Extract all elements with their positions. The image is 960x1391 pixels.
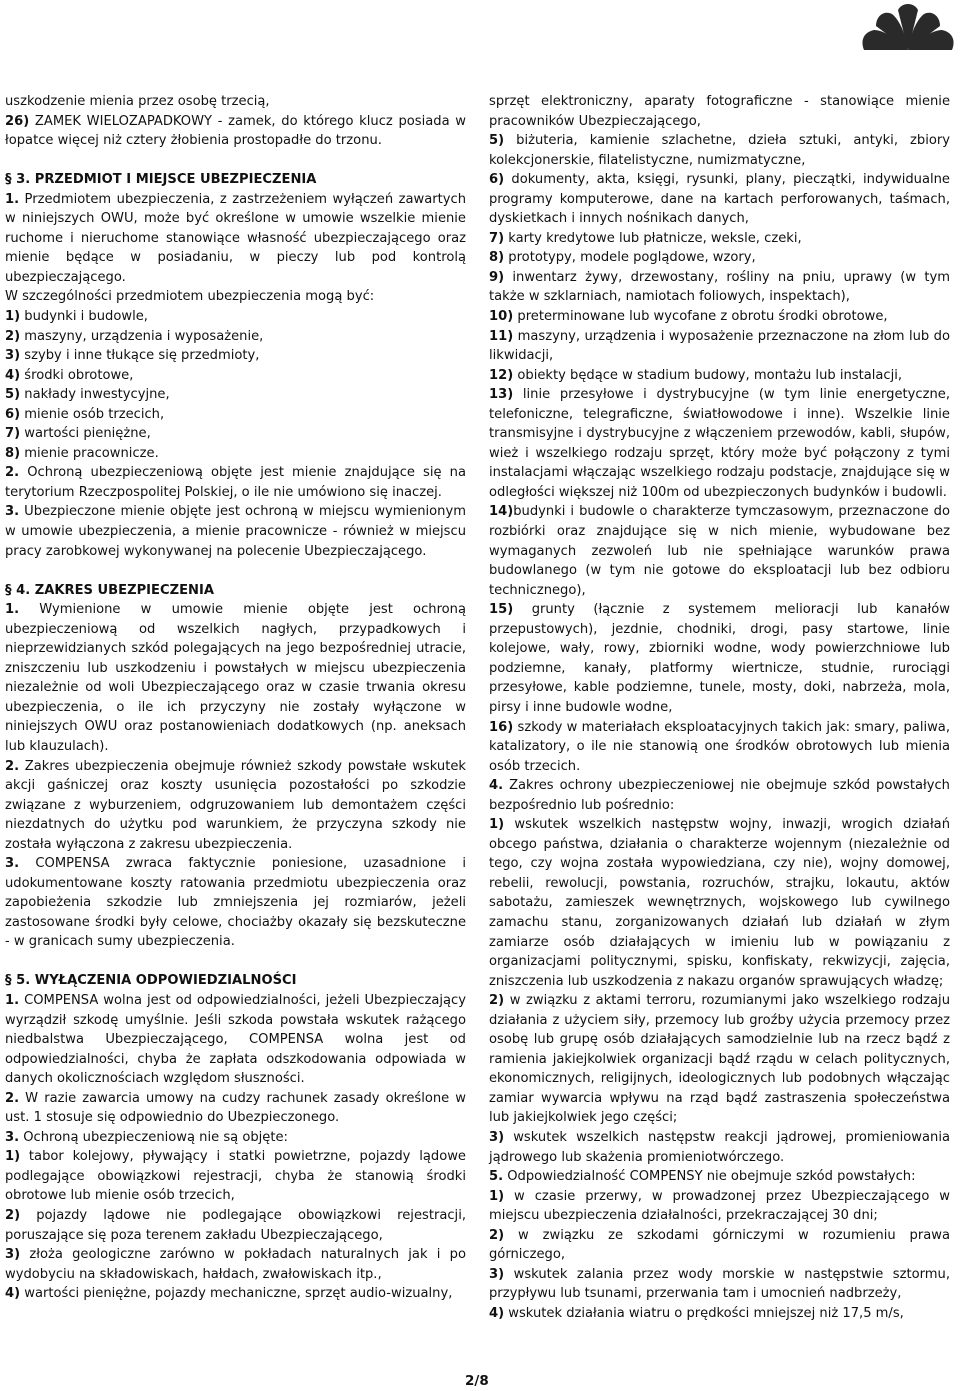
paragraph — [489, 1304, 950, 1324]
item-number: 4) — [5, 1286, 21, 1302]
item-number: 2. — [5, 1090, 20, 1106]
item-number: 13) — [489, 387, 514, 403]
paragraph — [489, 600, 950, 717]
item-number: 3. — [5, 856, 20, 872]
paragraph — [489, 776, 950, 815]
paragraph — [5, 854, 466, 952]
paragraph — [489, 1167, 950, 1187]
paragraph — [489, 385, 950, 502]
paragraph-text: budynki i budowle o charakterze tymczasowym, przeznaczone do rozbiórki oraz znajdujące się w nich mienie, wybudowane bez wymaganych zezwoleń lub nie spełniające warunków prawa budowlanego (w tym nie gotowe do eksploatacji lub bez odbioru technicznego), — [489, 504, 950, 598]
item-number: 3) — [5, 1247, 21, 1263]
item-number: 1. — [5, 602, 20, 618]
paragraph-text: karty kredytowe lub płatnicze, weksle, czeki, — [504, 230, 802, 246]
item-number: 3) — [489, 1129, 505, 1145]
paragraph — [5, 385, 466, 405]
paragraph-text: Przedmiotem ubezpieczenia, z zastrzeżeniem wyłączeń zawartych w niniejszych OWU, może być określone w umowie wszelkie mienie ruchome i nieruchome stanowiące własność ubezpieczającego oraz mienie będące w posiadaniu, w pieczy lub pod kontrolą ubezpieczającego. — [5, 191, 466, 285]
item-number: 1) — [5, 1149, 21, 1165]
section-heading: § 5. WYŁĄCZENIA ODPOWIEDZIALNOŚCI — [5, 973, 297, 989]
paragraph-text: w związku ze szkodami górniczymi w rozumieniu prawa górniczego, — [489, 1227, 950, 1263]
paragraph-text: uszkodzenie mienia przez osobę trzecią, — [5, 94, 270, 109]
paragraph-text: maszyny, urządzenia i wyposażenie, — [20, 328, 264, 344]
item-number: 26) — [5, 113, 30, 129]
paragraph-text: sprzęt elektroniczny, aparaty fotograficzne - stanowiące mienie pracowników Ubezpieczającego, — [489, 94, 950, 129]
item-number: 5. — [489, 1169, 504, 1185]
paragraph-text: mienie pracownicze. — [20, 445, 159, 461]
paragraph — [489, 1128, 950, 1167]
paragraph-text: W szczególności przedmiotem ubezpieczenia mogą być: — [5, 289, 375, 305]
paragraph-text: wskutek wszelkich następstw reakcji jądrowej, promieniowania jądrowego lub skażenia promieniotwórczego. — [489, 1129, 950, 1165]
item-number: 2) — [489, 993, 505, 1009]
item-number: 11) — [489, 328, 514, 344]
paragraph — [489, 1187, 950, 1226]
paragraph-text: Ochroną ubezpieczeniową nie są objęte: — [19, 1129, 288, 1145]
item-number: 12) — [489, 367, 514, 383]
page-number: 2/8 — [465, 1373, 489, 1389]
company-logo — [858, 0, 958, 50]
item-number: 3) — [489, 1266, 505, 1282]
item-number: 7) — [489, 230, 505, 246]
paragraph-text: prototypy, modele poglądowe, wzory, — [504, 250, 756, 266]
paragraph — [489, 307, 950, 327]
paragraph — [5, 444, 466, 464]
item-number: 3. — [5, 1129, 20, 1145]
paragraph — [5, 424, 466, 444]
paragraph-text: Ochroną ubezpieczeniową objęte jest mienie znajdujące się na terytorium Rzeczpospolitej Polskiej, o ile nie umówiono się inaczej. — [5, 465, 466, 500]
paragraph-text: wartości pieniężne, pojazdy mechaniczne, sprzęt audio-wizualny, — [20, 1286, 453, 1302]
paragraph — [5, 405, 466, 425]
paragraph — [489, 718, 950, 777]
paragraph — [489, 815, 950, 991]
paragraph-text: obiekty będące w stadium budowy, montażu lub instalacji, — [513, 367, 903, 383]
paragraph-text: złoża geologiczne zarówno w pokładach naturalnych jak i po wydobyciu na składowiskach, hałdach, zwałowiskach itp., — [5, 1247, 466, 1282]
paragraph — [489, 366, 950, 386]
item-number: 1. — [5, 993, 20, 1009]
paragraph — [489, 92, 950, 131]
paragraph — [489, 170, 950, 229]
paragraph-text: Wymienione w umowie mienie objęte jest ochroną ubezpieczeniową od wszelkich nagłych, przypadkowych i nieprzewidzianych szkód polegających na jego bezpośredniej utracie, zniszczeniu lub uszkodzeniu i powstałych w miejscu ubezpieczenia niezależnie od woli Ubezpieczającego oraz w czasie trwania okresu ubezpieczenia, o ile ich przyczyny nie zostały wyłączone w niniejszych OWU oraz postanowieniach dodatkowych (np. aneksach lub klauzulach). — [5, 602, 466, 754]
paragraph — [5, 327, 466, 347]
item-number: 4) — [5, 367, 21, 383]
paragraph-text: w związku z aktami terroru, rozumianymi jako wszelkiego rodzaju działania z użyciem siły, przemocy lub groźby użycia przemocy przez osobę lub grupę osób działających samodzielnie lub na rzecz bądź z ramienia jakiejkolwiek organizacji bądź rządu w celach politycznych, ekonomicznych, religijnych, ideologicznych lub podobnych włączając zamiar wywarcia wpływu na rząd bądź zastraszenia społeczeństwa lub jakiejkolwiek jego części; — [489, 993, 950, 1126]
paragraph — [489, 229, 950, 249]
item-number: 3) — [5, 348, 21, 364]
paragraph-text: Odpowiedzialność COMPENSY nie obejmuje szkód powstałych: — [503, 1169, 916, 1185]
paragraph — [5, 92, 466, 112]
paragraph-text: szkody w materiałach eksploatacyjnych takich jak: smary, paliwa, katalizatory, o ile nie stanowią one środków obrotowych lub mienia osób trzecich. — [489, 719, 950, 774]
paragraph — [489, 1265, 950, 1304]
paragraph-text: biżuteria, kamienie szlachetne, dzieła sztuki, antyki, zbiory kolekcjonerskie, filatelistyczne, numizmatyczne, — [489, 133, 950, 168]
section-heading: § 3. PRZEDMIOT I MIEJSCE UBEZPIECZENIA — [5, 172, 317, 188]
item-number: 4) — [489, 1305, 505, 1321]
paragraph-text: COMPENSA zwraca faktycznie poniesione, uzasadnione i udokumentowane koszty ratowania przedmiotu ubezpieczenia oraz zapobieżenia szkodzie lub zmniejszenia jej rozmiarów, jeżeli zastosowane środki były celowe, chociażby okazały się bezskuteczne - w granicach sumy ubezpieczenia. — [5, 856, 466, 950]
item-number: 15) — [489, 602, 514, 618]
item-number: 1) — [489, 817, 505, 833]
item-number: 3. — [5, 504, 20, 520]
item-number: 2) — [489, 1227, 505, 1243]
item-number: 10) — [489, 309, 514, 325]
paragraph-text: COMPENSA wolna jest od odpowiedzialności, jeżeli Ubezpieczający wyrządził szkodę umyślnie. Jeśli szkoda powstała wskutek rażącego niedbalstwa Ubezpieczającego, COMPENSA wolna jest od odpowiedzialności, chyba że zapłata odszkodowania odpowiada w danych okolicznościach względom słuszności. — [5, 993, 466, 1087]
paragraph — [5, 366, 466, 386]
paragraph-text: środki obrotowe, — [20, 367, 134, 383]
paragraph — [5, 346, 466, 366]
item-number: 5) — [5, 387, 21, 403]
item-number: 7) — [5, 426, 21, 442]
paragraph — [5, 1147, 466, 1206]
paragraph — [5, 1089, 466, 1128]
paragraph-text: Zakres ochrony ubezpieczeniowej nie obejmuje szkód powstałych bezpośrednio lub pośrednio: — [489, 778, 950, 813]
paragraph — [489, 991, 950, 1128]
item-number: 2. — [5, 758, 20, 774]
paragraph — [5, 757, 466, 855]
paragraph-text: Ubezpieczone mienie objęte jest ochroną w miejscu wymienionym w umowie ubezpieczenia, a mienie pracownicze - również w miejscu pracy zarobkowej wykonywanej na polecenie Ubezpieczającego. — [5, 504, 466, 559]
paragraph — [489, 268, 950, 307]
right-column — [489, 92, 950, 1323]
paragraph-text: maszyny, urządzenia i wyposażenie przeznaczone na złom lub do likwidacji, — [489, 328, 950, 364]
paragraph — [489, 131, 950, 170]
paragraph-text: wartości pieniężne, — [20, 426, 151, 442]
item-number: 6) — [5, 406, 21, 422]
paragraph — [489, 248, 950, 268]
paragraph-text: pojazdy lądowe nie podlegające obowiązkowi rejestracji, poruszające się poza terenem zakładu Ubezpieczającego, — [5, 1208, 466, 1243]
paragraph-text: Zakres ubezpieczenia obejmuje również szkody powstałe wskutek akcji gaśniczej oraz koszty usunięcia pozostałości po szkodzie związane z wyburzeniem, odgruzowaniem lub demontażem części niezdatnych do użytku pod warunkiem, że przyczyna szkody nie została wyłączona z zakresu ubezpieczenia. — [5, 758, 466, 852]
paragraph-text: wskutek działania wiatru o prędkości mniejszej niż 17,5 m/s, — [504, 1305, 904, 1321]
paragraph-text: mienie osób trzecich, — [20, 406, 165, 422]
item-number: 2) — [5, 328, 21, 344]
paragraph-text: W razie zawarcia umowy na cudzy rachunek zasady określone w ust. 1 stosuje się odpowiednio do Ubezpieczonego. — [5, 1090, 466, 1126]
paragraph — [5, 287, 466, 307]
paragraph-text: szyby i inne tłukące się przedmioty, — [20, 348, 260, 364]
item-number: 6) — [489, 172, 505, 188]
item-number: 5) — [489, 133, 505, 149]
paragraph — [5, 1245, 466, 1284]
paragraph-text: wskutek zalania przez wody morskie w następstwie sztormu, przypływu lub tsunami, przerwania tam i umocnień nadbrzeży, — [489, 1266, 950, 1302]
paragraph-text: linie przesyłowe i dystrybucyjne (w tym linie energetyczne, telefoniczne, telegraficzne, światłowodowe i inne). Wszelkie linie transmisyjne i dystrybucyjne z włączeniem przewodów, kabli, słupów, wież i wszelkiego rodzaju sprzęt, który może być połączony z tymi instalacjami włączając wszelkiego rodzaju podstacje, znajdujące się w odległości większej niż 100m od ubezpieczonych budynków i budowli. — [489, 387, 950, 500]
paragraph — [5, 1128, 466, 1148]
paragraph — [5, 502, 466, 561]
paragraph-text: budynki i budowle, — [20, 308, 148, 324]
paragraph-text: wskutek wszelkich następstw wojny, inwazji, wrogich działań obcego państwa, działania o charakterze wojennym (niezależnie od tego, czy wojna została wypowiedziana, czy nie), wojny domowej, rebelii, rewolucji, powstania, rozruchów, strajku, lokautu, aktów sabotażu, zamieszek wewnętrznych, wojskowego lub cywilnego zamachu stanu, zorganizowanych działań lub działań w złym zamiarze osób działających w imieniu lub w powiązaniu z organizacjami politycznymi, spisku, konfiskaty, rekwizycji, zajęcia, zniszczenia lub uszkodzenia z nakazu organów sprawujących władzę; — [489, 817, 950, 989]
item-number: 14) — [489, 504, 514, 520]
paragraph-text: preterminowane lub wycofane z obrotu środki obrotowe, — [513, 309, 888, 325]
paragraph-text: ZAMEK WIELOZAPADKOWY - zamek, do którego klucz posiada w łopatce więcej niż cztery żłobienia prostopadłe do trzonu. — [5, 113, 466, 149]
paragraph — [5, 112, 466, 151]
item-number: 16) — [489, 719, 514, 735]
paragraph — [489, 1226, 950, 1265]
paragraph — [5, 1284, 466, 1304]
paragraph-text: inwentarz żywy, drzewostany, rośliny na pniu, uprawy (w tym także w szklarniach, namiotach foliowych, inspektach), — [489, 269, 950, 305]
item-number: 2) — [5, 1208, 21, 1224]
paragraph — [5, 307, 466, 327]
paragraph — [5, 190, 466, 288]
paragraph-text: w czasie przerwy, w prowadzonej przez Ubezpieczającego w miejscu ubezpieczenia działalności, przekraczającej 30 dni; — [489, 1188, 950, 1224]
paragraph — [5, 991, 466, 1089]
item-number: 2. — [5, 465, 20, 481]
paragraph-text: tabor kolejowy, pływający i statki powietrzne, pojazdy lądowe podlegające obowiązkowi rejestracji, chyba że stanowią środki obrotowe lub mienie osób trzecich, — [5, 1149, 466, 1204]
section-heading: § 4. ZAKRES UBEZPIECZENIA — [5, 582, 215, 598]
paragraph — [489, 327, 950, 366]
paragraph-text: nakłady inwestycyjne, — [20, 387, 170, 403]
item-number: 8) — [5, 445, 21, 461]
left-column — [5, 92, 466, 1304]
paragraph — [5, 600, 466, 756]
paragraph-text: dokumenty, akta, księgi, rysunki, plany, pieczątki, indywidualne programy komputerowe, dane na kartach perforowanych, taśmach, dyskietkach i innych nośnikach danych, — [489, 172, 950, 227]
paragraph — [489, 502, 950, 600]
paragraph — [5, 1206, 466, 1245]
item-number: 1) — [489, 1188, 505, 1204]
item-number: 9) — [489, 269, 505, 285]
paragraph — [5, 463, 466, 502]
item-number: 4. — [489, 778, 504, 794]
item-number: 1) — [5, 308, 21, 324]
item-number: 8) — [489, 250, 505, 266]
item-number: 1. — [5, 191, 20, 207]
paragraph-text: grunty (łącznie z systemem melioracji lub kanałów przepustowych), jezdnie, chodniki, drogi, pasy startowe, linie kolejowe, wały, rowy, zbiorniki wodne, wody powierzchniowe lub podziemne, kanały, platformy wiertnicze, studnie, rurociągi przesyłowe, kable podziemne, tunele, mosty, doki, nabrzeża, mola, pirsy i inne budowle wodne, — [489, 602, 950, 715]
